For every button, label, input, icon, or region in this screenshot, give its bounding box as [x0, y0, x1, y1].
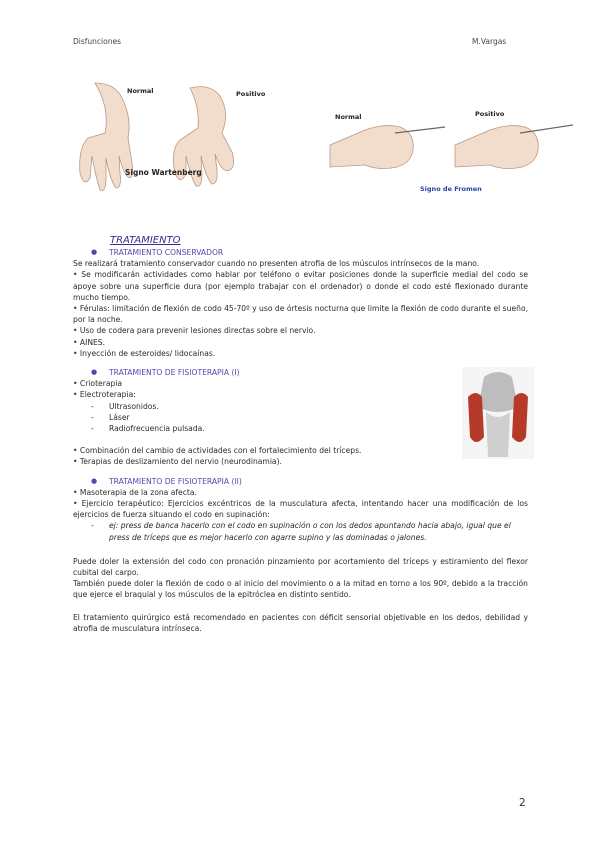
froment-figure: [325, 105, 575, 197]
paragraph: • Férulas: limitación de flexión de codo 45-70º y uso de órtesis nocturna que limite la flexión de codo durante el sueño, por la noche.: [73, 304, 528, 325]
paragraph: • Ejercicio terapéutico: Ejercicios excéntricos de la musculatura afecta, intentando hacer una modificación de los ejercicios de fuerza situando el codo en supinación:: [73, 499, 528, 520]
wartenberg-normal-label: Normal: [127, 87, 154, 95]
paragraph: Puede doler la extensión del codo con pronación pinzamiento por acortamiento del tríceps y estiramiento del flexor cubital del carpo.: [73, 556, 528, 578]
list-item: - Láser: [91, 412, 130, 422]
section-heading-fisio1: ● TRATAMIENTO DE FISIOTERAPIA (I): [91, 368, 240, 378]
paragraph: • Uso de codera para prevenir lesiones directas sobre el nervio.: [73, 326, 316, 336]
paragraph: • Masoterapia de la zona afecta.: [73, 487, 197, 497]
wartenberg-caption: Signo Wartenberg: [125, 168, 202, 177]
wartenberg-positive-label: Positivo: [236, 90, 266, 98]
paragraph: • AINES.: [73, 337, 106, 347]
bullet-icon: ●: [91, 476, 98, 485]
paragraph: Se realizará tratamiento conservador cuando no presenten atrofia de los músculos intrínsecos de la mano.: [73, 259, 480, 269]
paragraph: También puede doler la flexión de codo o al inicio del movimiento o a la mitad en torno a los 90º, debido a la tracción que ejerce el braquial y los músculos de la epitróclea en distinto sentido.: [73, 579, 528, 600]
main-content: [73, 235, 528, 634]
paragraph: • Se modificarán actividades como hablar por teléfono o evitar posiciones donde la superficie medial del codo se apoye sobre una superficie dura (por ejemplo trabajar con el ordenador) o donde el codo esté flexionado durante mucho tiempo.: [73, 270, 528, 302]
header-right: M.Vargas: [472, 37, 507, 46]
section-title: TRATAMIENTO: [110, 235, 181, 246]
paragraph: • Crioterapia: [73, 379, 123, 389]
section-heading-fisio2: ● TRATAMIENTO DE FISIOTERAPIA (II): [91, 476, 242, 486]
wartenberg-figure: [70, 78, 270, 198]
page-number: 2: [519, 797, 526, 809]
bullet-icon: ●: [91, 368, 98, 377]
section-heading-conservador: ● TRATAMIENTO CONSERVADOR: [91, 248, 224, 257]
froment-normal-label: Normal: [335, 113, 362, 121]
paragraph: • Combinación del cambio de actividades con el fortalecimiento del tríceps.: [73, 446, 362, 456]
paragraph: • Inyección de esteroides/ lidocaínas.: [73, 348, 216, 358]
froment-hands-illustration: [325, 105, 575, 197]
list-item: - ej: press de banca hacerlo con el codo en supinación o con los dedos apuntando hacia abajo, igual que el press de tríceps que es mejor hacerlo con agarre supino y las dominadas o jalones.: [91, 521, 511, 542]
paragraph: El tratamiento quirúrgico está recomendado en pacientes con déficit sensorial objetivable en los dedos, debilidad y atrofia de musculatura intrínseca.: [73, 612, 528, 633]
froment-caption: Signo de Fromen: [420, 185, 482, 193]
header-left: Disfunciones: [73, 37, 121, 46]
list-item: - Radiofrecuencia pulsada.: [91, 424, 205, 434]
bullet-icon: ●: [91, 248, 98, 256]
list-item: - Ultrasonidos.: [91, 401, 159, 411]
froment-positive-label: Positivo: [475, 110, 505, 118]
paragraph: • Terapias de deslizamiento del nervio (neurodinamia).: [73, 457, 282, 467]
paragraph: • Electroterapia:: [73, 390, 136, 400]
